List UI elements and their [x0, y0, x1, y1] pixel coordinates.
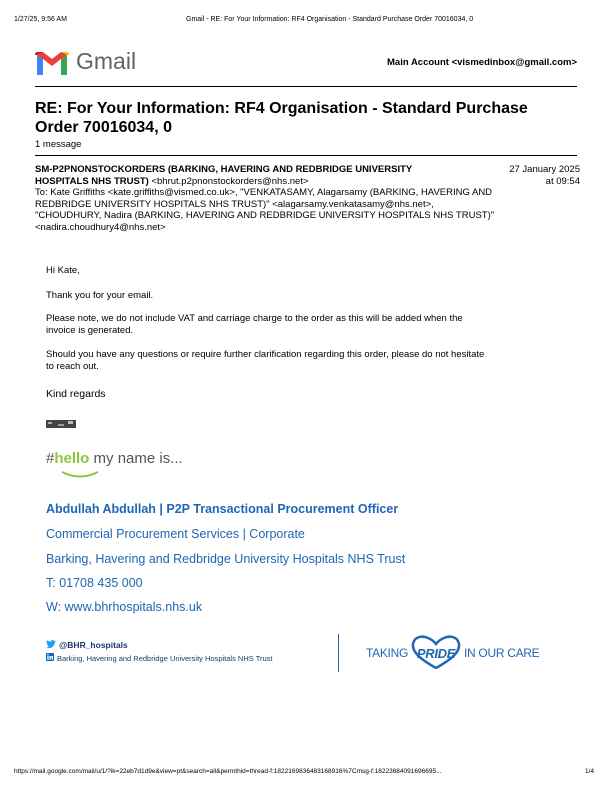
taking-pride-banner: [366, 640, 539, 666]
smile-icon: [60, 466, 100, 474]
hello-word: hello: [54, 450, 90, 467]
recipients-line1: To: Kate Griffiths <kate.griffiths@vismed.co.uk>, "VENKATASAMY, Alagarsamy (BARKING, HAVERING AND: [35, 187, 493, 198]
pride-word: PRIDE: [416, 645, 456, 661]
recipients-line3: "CHOUDHURY, Nadira (BARKING, HAVERING AND REDBRIDGE UNIVERSITY HOSPITALS NHS TRUST)": [35, 210, 495, 221]
greeting: Hi Kate,: [46, 265, 80, 276]
pride-rest: IN OUR CARE: [463, 646, 540, 660]
subject-divider: [35, 155, 577, 156]
account-label: Main Account <vismedinbox@gmail.com>: [387, 57, 577, 68]
sender-email[interactable]: <bhrut.p2pnonstockorders@nhs.net>: [151, 175, 309, 187]
twitter-handle: @BHR_hospitals: [59, 640, 128, 650]
vat-paragraph-line1: Please note, we do not include VAT and carriage charge to the order as this will be added when the: [46, 313, 463, 324]
vat-paragraph-line2: invoice is generated.: [46, 325, 134, 336]
linkedin-row[interactable]: [46, 653, 326, 663]
hello-hash: #: [46, 450, 55, 467]
vat-paragraph: [46, 313, 463, 337]
recipients-line2: REDBRIDGE UNIVERSITY HOSPITALS NHS TRUST)" <alagarsamy.venkatasamy@nhs.net>,: [35, 198, 434, 210]
message-meta: [35, 164, 580, 233]
sender-name-line1: SM-P2PNONSTOCKORDERS (BARKING, HAVERING AND REDBRIDGE UNIVERSITY: [35, 164, 413, 175]
message-count: 1 message: [35, 139, 82, 150]
signature-department: Commercial Procurement Services | Corporate: [46, 527, 305, 541]
print-datetime: 1/27/25, 9:56 AM: [14, 16, 67, 23]
gmail-wordmark: Gmail: [76, 48, 137, 74]
print-page-title: Gmail - RE: For Your Information: RF4 Organisation - Standard Purchase Order 70016034, 0: [186, 16, 474, 23]
linkedin-name: Barking, Havering and Redbridge University Hospitals NHS Trust: [57, 653, 273, 663]
redacted-signature: [46, 416, 76, 426]
header-divider: [35, 86, 577, 87]
gmail-logo-icon: [35, 49, 69, 75]
linkedin-icon: [46, 653, 54, 663]
email-subject: RE: For Your Information: RF4 Organisation - Standard Purchase Order 70016034, 0: [35, 100, 528, 136]
email-body: [46, 265, 80, 277]
signature-phone: T: 01708 435 000: [46, 576, 143, 590]
signature-website[interactable]: W: www.bhrhospitals.nhs.uk: [46, 600, 203, 614]
questions-paragraph: [46, 349, 484, 373]
kind-regards: Kind regards: [46, 388, 106, 400]
questions-paragraph-line2: to reach out.: [46, 361, 99, 372]
twitter-row[interactable]: [46, 640, 326, 650]
hello-rest: my name is...: [93, 450, 183, 467]
social-links: [46, 640, 326, 663]
print-footer-url: https://mail.google.com/mail/u/1/?ik=22eb7d1d9e&view=pt&search=all&permthid=thread-f:1822169836483168916%7Cmsg-f:18223684091696695...: [14, 768, 442, 775]
recipients-line4: <nadira.choudhury4@nhs.net>: [35, 221, 166, 233]
print-footer-page: 1/4: [584, 768, 594, 775]
sender-name-line2: HOSPITALS NHS TRUST): [35, 175, 149, 187]
message-time: at 09:54: [545, 175, 580, 187]
thanks-line: Thank you for your email.: [46, 290, 154, 301]
signature-name-title: Abdullah Abdullah | P2P Transactional Procurement Officer: [46, 502, 399, 516]
message-date: 27 January 2025: [509, 164, 580, 175]
hello-my-name-is-banner: [46, 450, 183, 467]
twitter-icon: [46, 640, 56, 650]
signature-trust: Barking, Havering and Redbridge University Hospitals NHS Trust: [46, 552, 406, 566]
social-divider: [338, 634, 339, 672]
pride-taking: TAKING: [366, 646, 408, 660]
questions-paragraph-line1: Should you have any questions or require further clarification regarding this order, please do not hesitate: [46, 349, 485, 360]
pride-heart-icon: [410, 638, 462, 668]
